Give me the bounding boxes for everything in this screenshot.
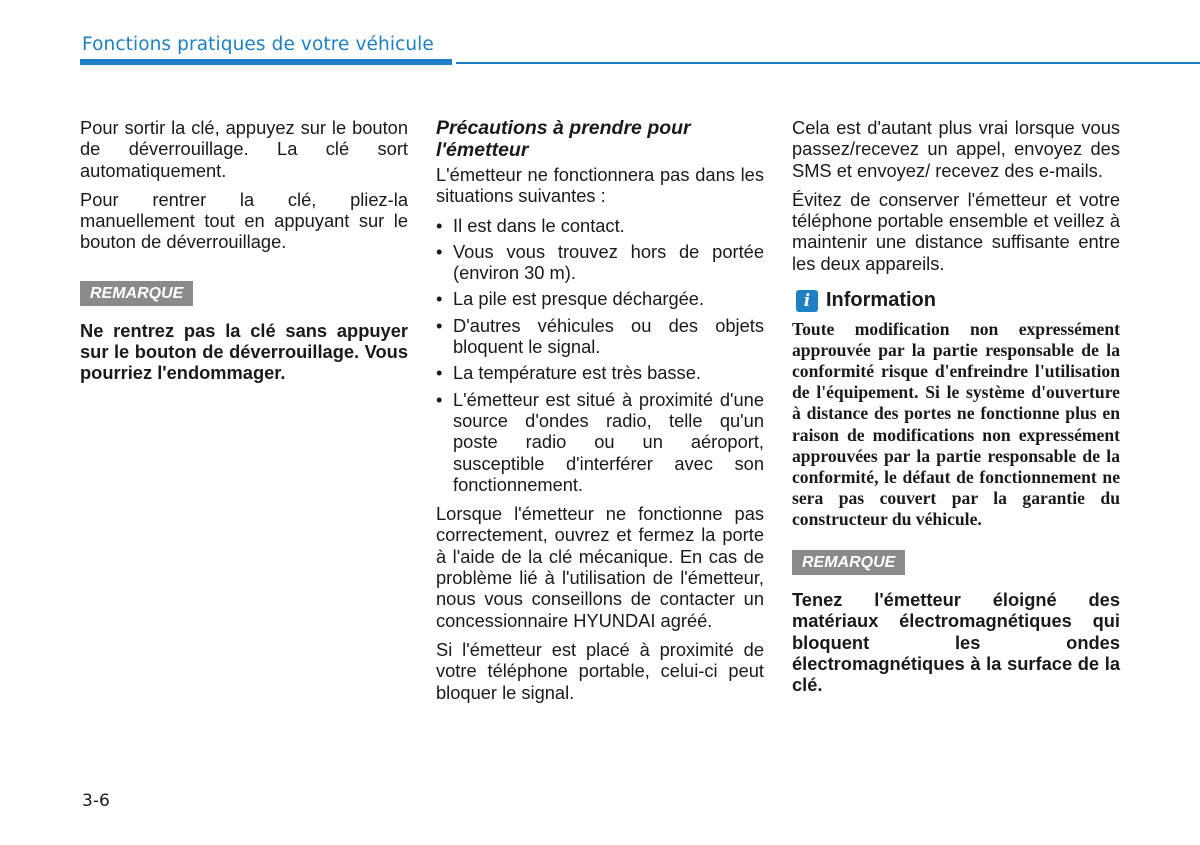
page-number: 3-6 (82, 791, 110, 811)
column-middle (436, 117, 764, 711)
list-item: • La température est très basse. (436, 362, 701, 384)
header-rule-thick (80, 59, 452, 65)
remark-text: Ne rentrez pas la clé sans appuyer sur le bouton de déverrouillage. Vous pourriez l'endommager. (80, 319, 408, 384)
information-header (792, 290, 1120, 312)
list-item: • D'autres véhicules ou des objets bloquent le signal. (436, 314, 764, 358)
paragraph-calls: Cela est d'autant plus vrai lorsque vous passez/recevez un appel, envoyez des SMS et envoyez/ recevez des e-mails. (792, 117, 1120, 181)
information-text: Toute modification non expressément approuvée par la partie responsable de la conformité risque d'enfreindre l'utilisation de l'équipement. Si le système d'ouverture à distance des portes ne fonctionne plus en raison de modifications non expressément approuvées par la partie responsable de la conformité, le défaut de fonctionnement ne sera pas couvert par la garantie du constructeur du véhicule. (792, 319, 1120, 529)
column-left (80, 117, 408, 392)
situations-list (436, 215, 764, 496)
section-heading: Précautions à prendre pour l'émetteur (436, 117, 691, 161)
paragraph-remove-key: Pour sortir la clé, appuyez sur le bouton de déverrouillage. La clé sort automatiquement. (80, 117, 408, 181)
list-item: • L'émetteur est situé à proximité d'une source d'ondes radio, telle qu'un poste radio ou un aéroport, susceptible d'interférer avec son fonctionnement. (436, 388, 764, 495)
header-rule-thin (456, 62, 1200, 64)
column-right (792, 117, 1120, 704)
intro-paragraph: L'émetteur ne fonctionnera pas dans les situations suivantes : (436, 164, 764, 207)
remark-badge: REMARQUE (792, 550, 905, 575)
remark-text: Tenez l'émetteur éloigné des matériaux électromagnétiques qui bloquent les ondes électromagnétiques à la surface de la clé. (792, 589, 1120, 696)
paragraph-malfunction: Lorsque l'émetteur ne fonctionne pas correctement, ouvrez et fermez la porte à l'aide de la clé mécanique. En cas de problème lié à l'utilisation de l'émetteur, nous vous conseillons de contacter un concessionnaire HYUNDAI agréé. (436, 503, 764, 631)
list-item: • Vous vous trouvez hors de portée (environ 30 m). (436, 240, 764, 284)
information-title: Information (826, 289, 936, 312)
info-icon: i (796, 290, 818, 312)
paragraph-fold-key: Pour rentrer la clé, pliez-la manuellement tout en appuyant sur le bouton de déverrouillage. (80, 188, 408, 253)
list-item: • La pile est presque déchargée. (436, 288, 705, 310)
paragraph-phone-proximity: Si l'émetteur est placé à proximité de votre téléphone portable, celui-ci peut bloquer le signal. (436, 638, 764, 703)
list-item: • Il est dans le contact. (436, 214, 625, 236)
section-title: Fonctions pratiques de votre véhicule (82, 34, 434, 55)
paragraph-keep-apart: Évitez de conserver l'émetteur et votre téléphone portable ensemble et veillez à maintenir une distance suffisante entre les deux appareils. (792, 188, 1120, 274)
remark-badge: REMARQUE (80, 281, 193, 306)
